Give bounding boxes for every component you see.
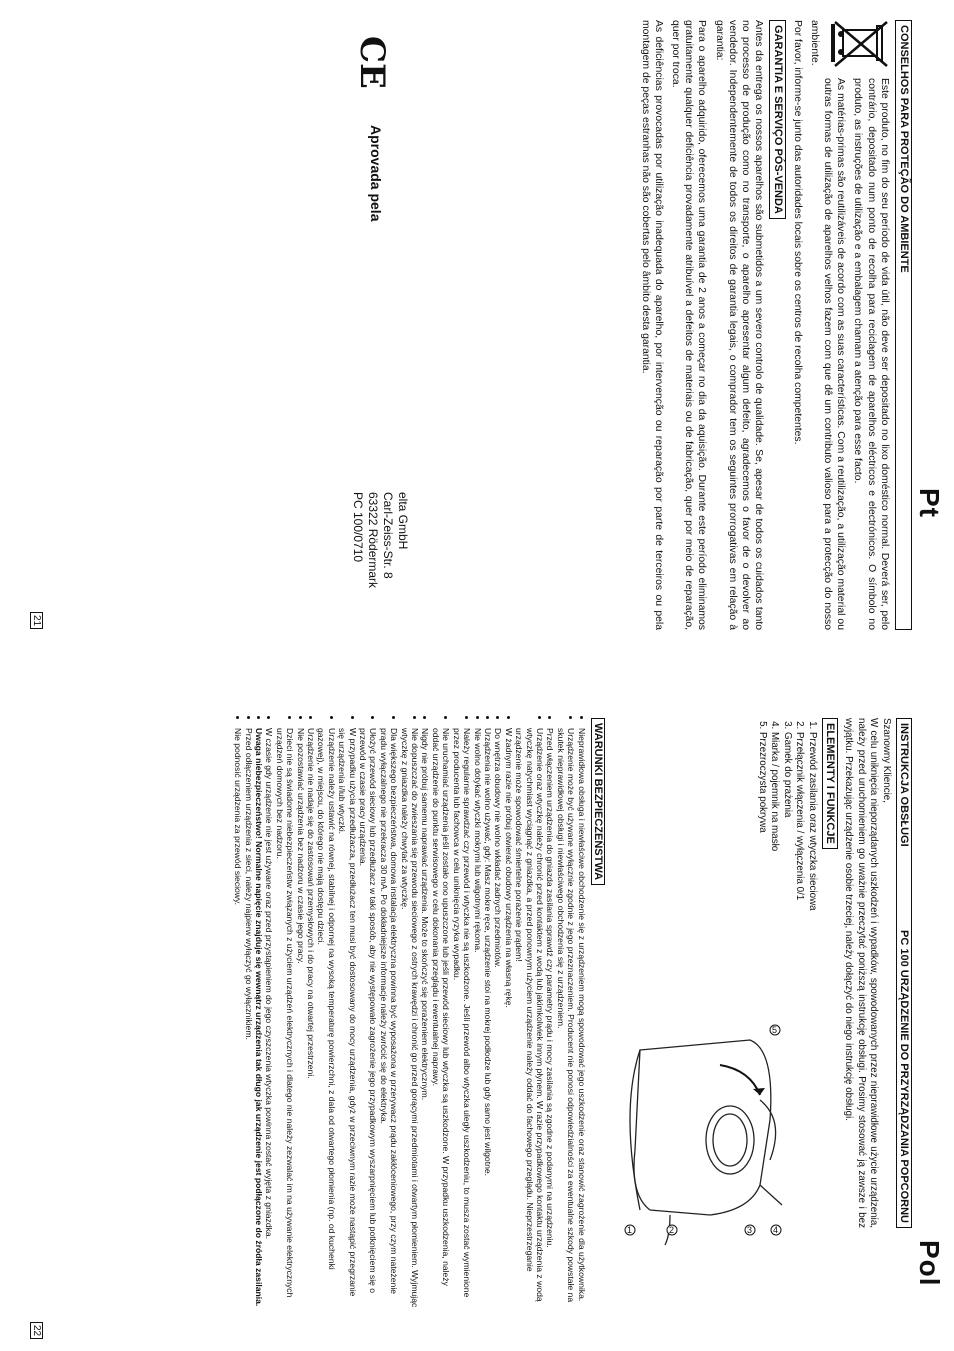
pol-language-code: Pol: [914, 1240, 945, 1287]
pol-instr-title-left: INSTRUKCJA OBSŁUGI: [898, 723, 910, 847]
list-item: • Nie wolno dotykać wtyczki mokrymi lub wilgotnymi rękoma.: [472, 728, 482, 1308]
list-item: 1. Przewód zasilania oraz wtyczka sieciowa: [805, 732, 817, 1228]
popcorn-maker-illustration: [610, 1010, 790, 1250]
pol-greeting: Szanowny Kliencie,: [880, 718, 892, 803]
pol-intro: W celu uniknięcia nieporządanych uszkodzeń i wypadków, spowodowanych przez nieprawidłowe użycie urządzenia, należy przed uruchomieniem go uważnie przeczytać poniższą instrukcję obsługi. Prosimy stosować ją zawsze i bez wyjątku. Przekazując urządzenie osobie trzeciej, należy dołączyć do niego instrukcję obsługi.: [843, 718, 880, 1228]
pt-env-title: CONSELHOS PARA PROTEÇÃO DO AMBIENTE: [895, 20, 912, 630]
list-item: • Nieprawidłowa obsługa i niewłaściwe obchodzenie się z urządzeniem mogą spowodować jego uszkodzenie oraz stanowić zagrożenie dla użytkownika.: [576, 728, 586, 1308]
pt-env-p1: Este produto, no fim do seu período de vida útil, não deve ser depositado no lixo doméstico normal. Deverá ser, pelo contrário, depositado num ponto de recolha para reciclagem de aparelhos eléctricos e electrónicos. O símbolo no produto, as instruções de utilização e a embalagem chamam a atenção para esse facto.: [852, 78, 890, 630]
pt-warranty-p3: As deficiências provocadas por utilização inadequada do aparelho, por intervenção ou reparação por parte de terceiros ou pela montagem de peças estranhas não são cobertas pelo âmbito desta garantia.: [639, 20, 664, 630]
pt-env-section: [790, 20, 912, 630]
pol-intro-block: [756, 718, 912, 1228]
pt-page-number: 21: [30, 612, 43, 629]
list-item: • Urządzenie należy ustawić na równej, stabilnej i odpornej na wysoką temperaturę powierzchni, z dala od otwartego płomienia (np. od kuchenki gazowej), w miejscu, do którego nie mają dostępu dzieci.: [316, 728, 337, 1308]
pt-warranty-p1: Antes da entrega os nossos aparelhos são submetidos a um severo controlo de qualidade. Se, apesar de todos os cuidados tanto no processo de produção como no transporte, o aparelho apresentar algum defeito, agradecemos o favor de o devolver ao vendedor. Independentemente de todos os direitos de garantia legais, o comprador tem os seguintes prorrogativas em relação à garantia:: [713, 20, 765, 630]
pol-elements-title: ELEMENTY I FUNKCJE: [822, 718, 838, 849]
list-item: 5. Przezroczysta pokrywa: [756, 732, 768, 1228]
list-item: • Nie pozostawiać urządzenia bez nadzoru w czasie jego pracy.: [295, 728, 305, 1308]
address-line: elta GmbH: [396, 492, 410, 550]
list-item: • Należy regularnie sprawdzać czy przewód i wtyczka nie są uszkodzone. Jeśli przewód albo wtyczka uległy uszkodzeniu, to musza zostać wymienione przez producenta lub fachowca w celu uniknięcia ryzyka wypadku.: [451, 728, 472, 1308]
callout-5: 5: [772, 1025, 778, 1035]
address-line: Carl-Zeiss-Str. 8: [381, 492, 395, 579]
list-item: • Do wnętrza obudowy nie wolno wkładać żadnych przedmiotów.: [493, 728, 503, 1308]
pt-env-p2: As matérias-primas são reutilizáveis de acordo com as suas características. Com a reutilização, a utilização material ou outras formas de utilização de aparelhos velhos fazem com que dê um contributo valioso para a protecção do nosso ambiente.: [808, 20, 847, 630]
pol-safety-list: [233, 718, 587, 1308]
list-item: • Nie dopuszczać do zwieszania się przewodu sieciowego z ostrych krawędzi i chronić go przed gorącymi przedmiotami i otwartym płomieniem. Wyjmując wtyczkę z gniazdka należy chwytać za wtyczkę.: [399, 728, 420, 1308]
callout-2: 2: [669, 1225, 675, 1235]
callout-labels: [625, 1025, 781, 1235]
callout-1: 1: [627, 1225, 633, 1235]
pt-env-p3: Por favor, informe-se junto das autoridades locais sobre os centros de recolha competentes.: [791, 20, 803, 445]
pt-language-code: Pt: [914, 488, 945, 518]
callout-4: 4: [773, 1225, 779, 1235]
list-item: • Ułożyć przewód sieciowy lub przedłużacz w taki sposób, aby nie występowało zagrożenie jego przypadkowym wyszarpnięciem lub potknięciem się o przewód w czasie pracy urządzenia.: [358, 728, 379, 1308]
list-item: • Nie podnosić urządzenia za przewód sieciowy.: [233, 728, 243, 1308]
list-item: • Urządzenie oraz wtyczkę należy chronić przed kontaktem z wodą lub jakimkolwiek innym płynem. W razie przypadkowego kontaktu urządzenia z wodą wtyczkę natychmiast wyciągnąć z gniazdka, a przed ponownym użyciem urządzenie należy oddać do fachowego przeglądu. Nieprzestrzeganie urządzenie może spowodować śmiertelne porażenie prądem!: [514, 728, 545, 1308]
list-item: • Urządzenie może być używane wyłącznie zgodnie z jego przeznaczeniem. Producent nie ponosi odpowiedzialności za ewentualne szkody powstałe na skutek nieprawidłowej obsługi i niewłaściwego obchodzenia się z urządzeniem.: [555, 728, 576, 1308]
list-item: • W przypadku użycia przedłużacza, przedłużacz ten musi być dostosowany do mocy urządzenia, gdyż w przeciwnym razie może nastąpić przegrzanie się urządzenia i/lub wtyczki.: [337, 728, 358, 1308]
list-item: • Nie uruchamiać urządzenia jeśli zostało ono upuszczone lub jeśli przewód sieciowy lub wtyczka są uszkodzone. W przypadku uszkodzenia, należy oddać urządzenie do punktu serwisowego w celu dokonania przeglądu i ewentualnej naprawy.: [431, 728, 452, 1308]
pol-safety-block: [50, 718, 605, 1308]
list-item: • Dzieci nie są świadome niebezpieczeństw związanych z użyciem urządzeń elektrycznych i dlatego nie należy zezwalać im na używanie elektrycznych urządzeń domowych bez nadzoru.: [274, 728, 295, 1308]
list-item: • Przed odłączeniem urządzenia z sieci, należy najpierw wyłączyć go wyłącznikiem.: [243, 728, 253, 1308]
list-item: • Dla większego bezpieczeństwa, domowa instalacja elektryczna powinna być wyposażona w przerywacz prądu zakłóceniowego, przy czym nateżenie prądu wyłączalnego nie przekracza 30 mA. Po dokładniejsze informacje należy zwrócić się do elektryka.: [378, 728, 399, 1308]
list-item: 3. Gamek do prażenia: [780, 732, 792, 1228]
list-item: 4. Miarka / pojemnik na masło: [768, 732, 780, 1228]
list-item: • Nigdy nie próbuj samemu naprawiać urządzenia. Może to skończyć się porażeniem elektrycznym.: [420, 728, 430, 1308]
pt-address: [348, 492, 410, 622]
list-item: • Urządzenia nie wolno używać, gdy: Masz mokre ręce, urządzenie stoi na mokrej podłodze lub gdy samo jest wilgotne.: [483, 728, 493, 1308]
pol-page-number: 22: [30, 1322, 43, 1339]
ce-mark-icon: CE: [352, 36, 392, 89]
callout-3: 3: [747, 1225, 753, 1235]
address-line: 63322 Rödermark: [366, 492, 380, 589]
pt-page: [600, 20, 912, 630]
list-item: • W żadnym razie nie próbuj otwierać obudowy urządzenia na własną rękę.: [503, 728, 513, 1308]
weee-bin-icon: [831, 20, 891, 70]
pt-approved-by: Aprovada pela: [368, 125, 384, 222]
list-item: • Uwaga niebezpieczeństwo! Normalne napięcie znajduje się wewnątrz urządzenia tak długo jak urządzenie jest podłączone do źródła zasilania.: [254, 728, 264, 1308]
pt-warranty-section: [638, 20, 786, 630]
pt-warranty-title: GARANTIA E SERVIÇO PÓS-VENDA: [769, 20, 786, 219]
pol-instr-title: [896, 718, 912, 1228]
pt-warranty-p2: Para o aparelho adquirido, oferecemos uma garantia de 2 anos a começar no dia da aquisição. Durante este período eliminamos gratuitamente qualquer deficiência provadamente atribuível a defeitos de materiais ou de fabricação, quer por meio de reparação, quer por troca.: [669, 20, 708, 630]
address-line: PC 100/0710: [351, 492, 365, 563]
pol-safety-title: WARUNKI BEZPIECZEŃSTWA: [591, 718, 605, 885]
list-item: • W czasie gdy urządzenie nie jest używane oraz przed przystąpieniem do jego czyszczenia wtyczka powinna zostać wyjęta z gniazdka.: [264, 728, 274, 1308]
list-item: • Przed włączeniem urządzenia do gniazda zasilania sprawdź czy parametry prądu i mocy zasilania są zgodne z podanymi na urządzeniu.: [545, 728, 555, 1308]
list-item: 2. Przełącznik włączenia / wyłączenia 0/1: [793, 732, 805, 1228]
list-item: • Urządzenie nie nadaje się do zastosowań przemysłowych i do pracy na otwartej przestrzeni.: [306, 728, 316, 1308]
pol-instr-title-right: PC 100 URZĄDZENIE DO PRZYRZĄDZANIA POPCORNU: [898, 930, 910, 1223]
